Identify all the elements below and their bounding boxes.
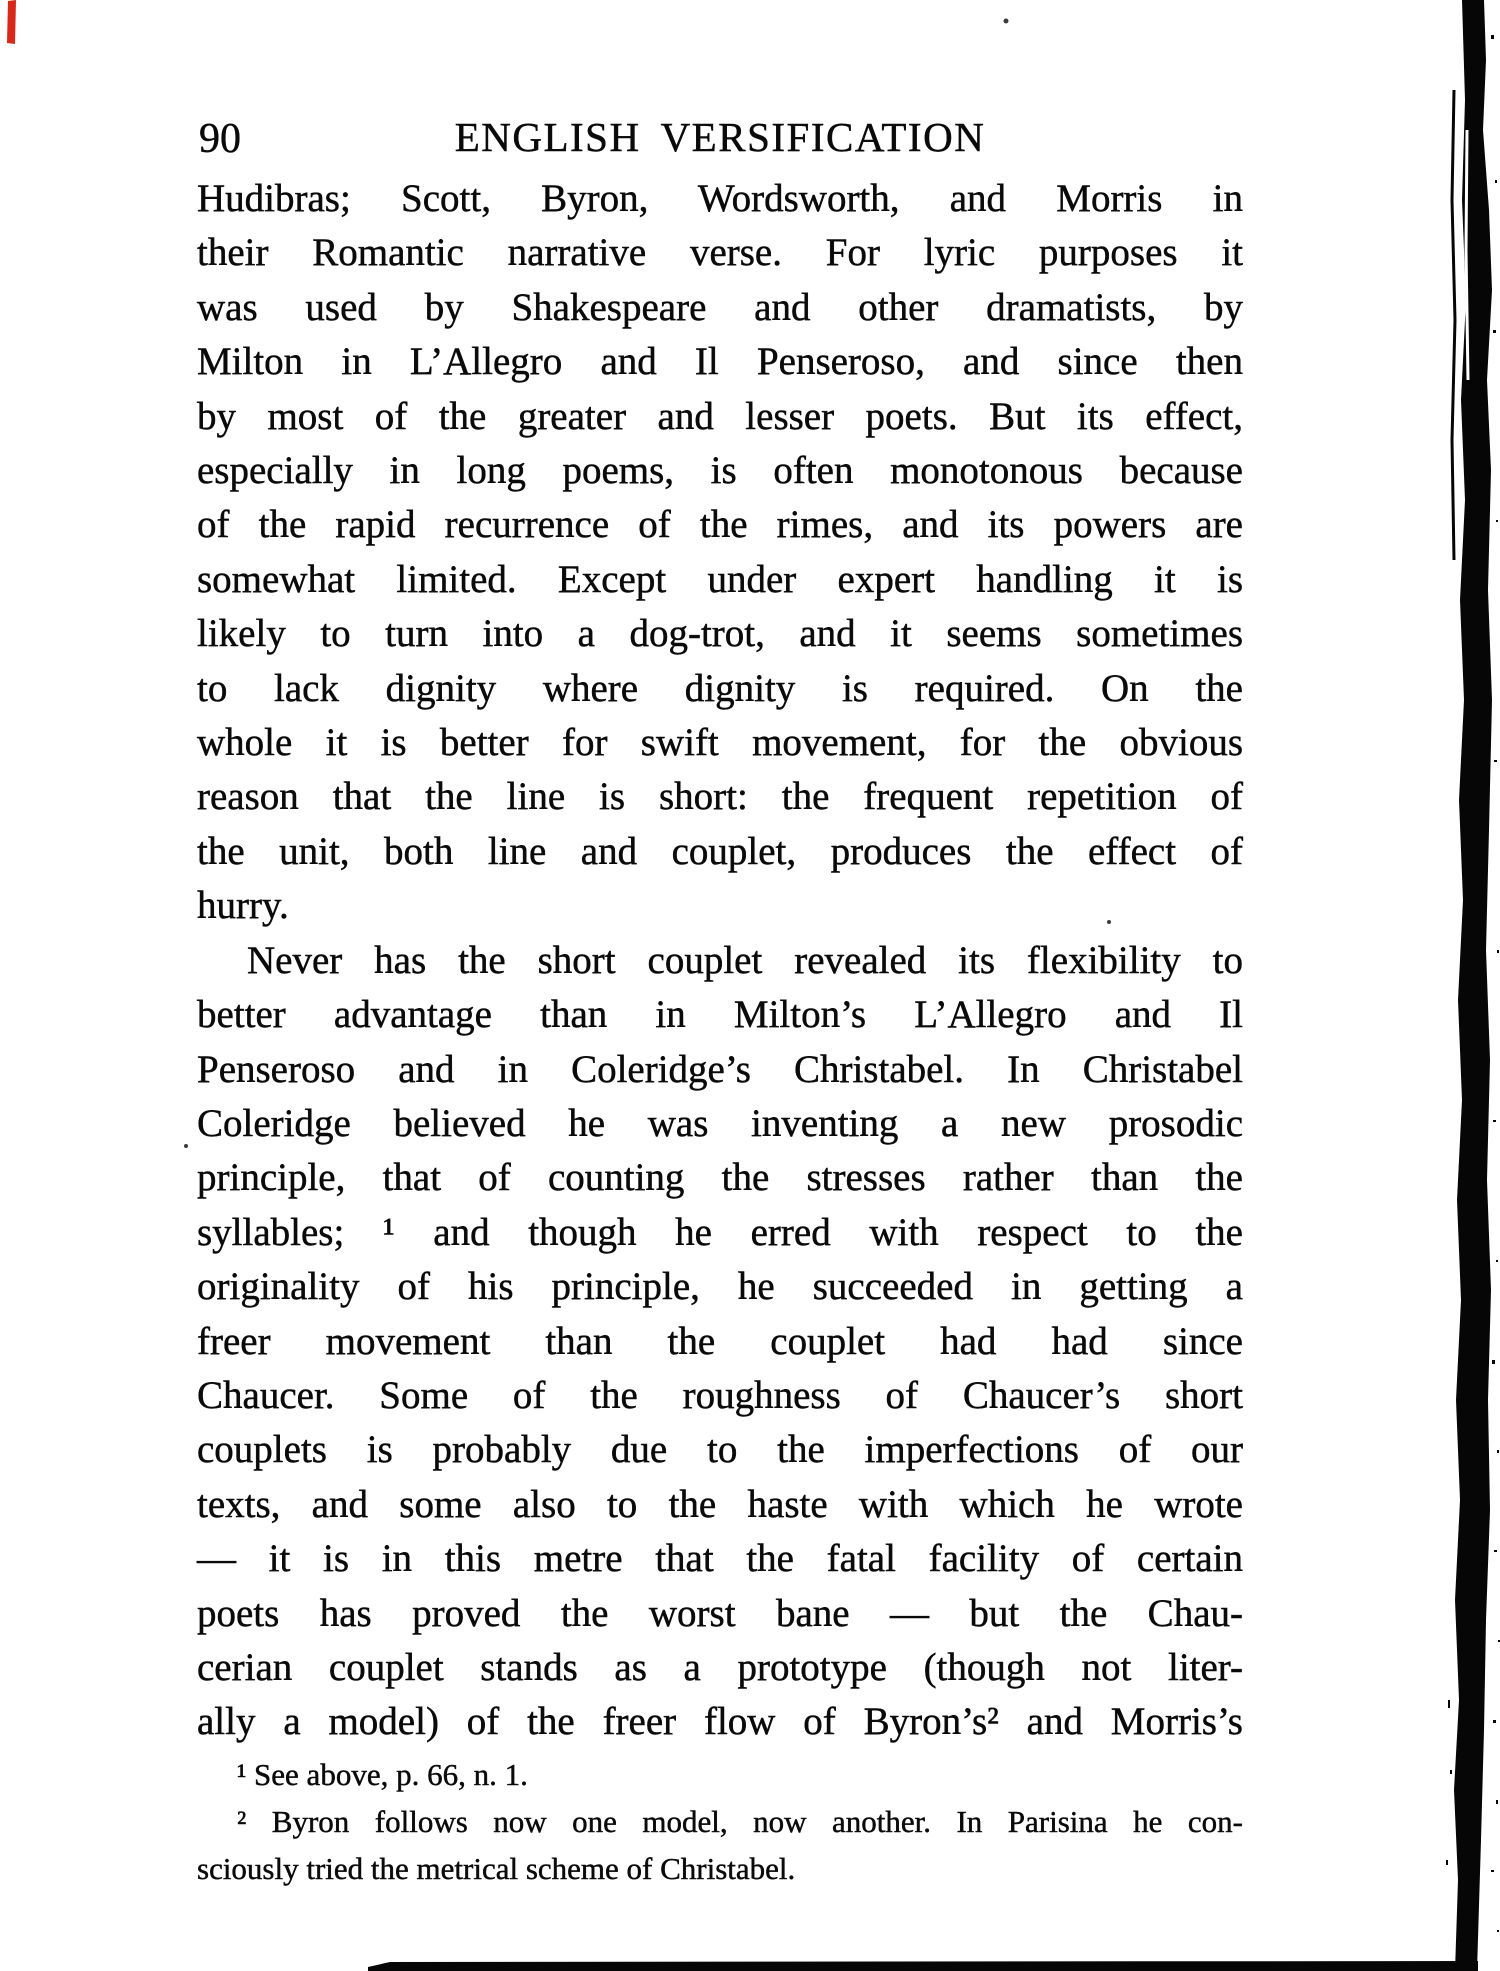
red-ink-mark xyxy=(7,0,16,44)
body-text xyxy=(197,172,1243,1750)
body-line: the unit, both line and couplet, produces the effect of xyxy=(197,829,1243,873)
body-line: principle, that of counting the stresses rather than the xyxy=(197,1156,1243,1200)
body-line: couplets is probably due to the imperfections of our xyxy=(197,1428,1243,1472)
page-number: 90 xyxy=(199,116,241,162)
body-line: ally a model) of the freer flow of Byron’s² and Morris’s xyxy=(197,1700,1243,1744)
footnote-line: ¹ See above, p. 66, n. 1. xyxy=(237,1757,528,1792)
body-line: Never has the short couplet revealed its flexibility to xyxy=(247,938,1243,982)
page-header xyxy=(197,110,1243,166)
scan-bottom-edge xyxy=(368,1961,1478,1971)
footnote-line: ² Byron follows now one model, now another. In Parisina he con- xyxy=(237,1804,1243,1839)
scan-edge-white-sliver xyxy=(1466,130,1468,380)
body-line: their Romantic narrative verse. For lyric purposes it xyxy=(197,231,1243,275)
body-line: originality of his principle, he succeeded in getting a xyxy=(197,1265,1243,1309)
body-line: by most of the greater and lesser poets. But its effect, xyxy=(197,394,1243,438)
running-title: ENGLISH VERSIFICATION xyxy=(454,114,986,160)
body-line: Chaucer. Some of the roughness of Chaucer’s short xyxy=(197,1373,1243,1417)
body-line: Penseroso and in Coleridge’s Christabel. In Christabel xyxy=(197,1047,1243,1091)
footnote-line: sciously tried the metrical scheme of Christabel. xyxy=(197,1851,796,1886)
body-line: — it is in this metre that the fatal facility of certain xyxy=(197,1537,1243,1581)
body-line: of the rapid recurrence of the rimes, and its powers are xyxy=(197,503,1243,547)
body-line: likely to turn into a dog-trot, and it seems sometimes xyxy=(197,612,1243,656)
body-line: Hudibras; Scott, Byron, Wordsworth, and Morris in xyxy=(197,177,1243,220)
body-line: reason that the line is short: the frequent repetition of xyxy=(197,775,1243,819)
body-line: freer movement than the couplet had had since xyxy=(197,1319,1243,1363)
body-line: poets has proved the worst bane — but the Chau- xyxy=(197,1591,1243,1635)
body-line: texts, and some also to the haste with which he wrote xyxy=(197,1482,1243,1526)
body-line: better advantage than in Milton’s L’Allegro and Il xyxy=(197,993,1243,1037)
body-line: whole it is better for swift movement, for the obvious xyxy=(197,721,1243,765)
footnotes xyxy=(197,1751,1243,1892)
body-line: especially in long poems, is often monotonous because xyxy=(197,449,1243,493)
body-line: was used by Shakespeare and other dramatists, by xyxy=(197,285,1243,329)
scan-edge-companion-line xyxy=(1452,90,1455,560)
body-line: cerian couplet stands as a prototype (though not liter- xyxy=(197,1645,1243,1689)
body-line: somewhat limited. Except under expert handling it is xyxy=(197,557,1243,601)
body-line: hurry. xyxy=(197,884,289,928)
body-line: Coleridge believed he was inventing a new prosodic xyxy=(197,1101,1243,1145)
body-line: to lack dignity where dignity is required. On the xyxy=(197,666,1243,710)
body-line: Milton in L’Allegro and Il Penseroso, and since then xyxy=(197,340,1243,384)
body-line: syllables; ¹ and though he erred with respect to the xyxy=(197,1210,1243,1254)
scan-edge-band xyxy=(1454,0,1492,1971)
scan-edge-speckles xyxy=(1446,35,1500,1932)
